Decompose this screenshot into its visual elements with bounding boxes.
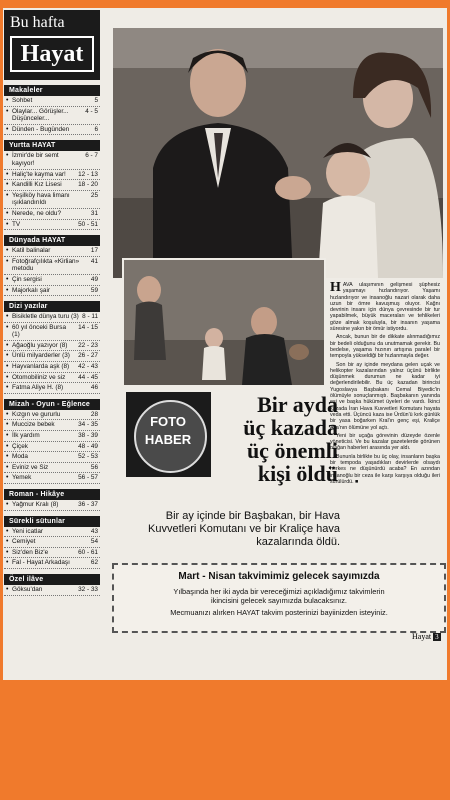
toc-entry-page: 8 - 11 [82,313,98,321]
badge-haber: HABER [144,432,192,447]
toc-entry-page: 43 [90,527,98,535]
contents-sidebar [4,10,100,640]
toc-section-heading: Sürekli sütunlar [4,516,100,527]
article-paragraph: Bununla birlikte bu üç olay, insanların başka bir tempoda yaşadıkları devirlerde olsaydı herkes ne düşünürdü acaba? En azından insanoğlu bir ceza ile karşı karşıya olduğu ileri sürülürdü. ■ [330,453,440,485]
toc-entry [4,170,100,181]
toc-entry-page: 18 - 20 [78,181,98,189]
toc-entry-page: 52 - 53 [78,453,98,461]
toc-entry-title: • Kandilli Kız Lisesi [12,181,62,189]
toc-entry [4,220,100,231]
toc-entry-page: 17 [90,247,98,255]
toc-entry-title: • Yağmur Kralı (8) [12,501,59,508]
toc-entry-title: • Nerede, ne oldu? [12,209,62,217]
toc-entry [4,420,100,431]
masthead-top: Bu hafta [10,14,65,31]
toc-entry [4,351,100,362]
toc-entry-title: • Yemek [12,474,32,482]
badge-foto: FOTO [150,414,186,429]
toc-entry [4,410,100,421]
toc-entry [4,558,100,569]
foto-haber-badge [126,392,211,477]
notice-line: Mecmuanızı alırken HAYAT takvim posterinizi bayiinizden isteyiniz. [170,608,388,617]
toc-entry [4,191,100,209]
toc-entry [4,180,100,191]
article-paragraph: Yeni bir uçağa görevinin düzeyde özenle yöneticisi. Ve bu kazalar gazetelerde görünen olağan haberleri arasında yer aldı. [330,432,440,452]
toc-entry-page: 6 - 7 [85,152,98,160]
toc-entry-title: • 60 yıl önceki Bursa (1) [12,323,66,339]
toc-entry-title: • İlk yardım [12,432,40,440]
toc-entry-title: • Muccize bebek [12,421,55,429]
toc-entry-page: 41 [90,257,98,265]
page-number: 3 [435,632,439,641]
toc-entry-page: 5 [94,97,98,104]
toc-entry [4,442,100,453]
hayat-logo: Hayat [10,36,94,72]
toc-entry-title: • Moda [12,453,28,461]
toc-entry-title: • Eviniz ve Siz [12,463,49,471]
toc-entry-page: 25 [90,191,98,199]
background-band [0,680,450,800]
toc-entry [4,125,100,136]
toc-entry [4,107,100,125]
toc-entry [4,151,100,169]
toc-entry-page: 60 - 61 [78,548,98,556]
article-paragraph: Son bir ay içinde meydana gelen uçak ve helikopter kazalarından yalnız üçünü birlikte düşünmek durumun ne kadar iyi değerlendirilebilir. Bu üç kazadan birincisi Yugoslavya Başbakanı Cemal Biyedic'in ölümüyle sonuçlanmıştı. Başbakanın yanında eşi ve başka hükümet üyeleri de vardı. İkinci kazada İran Hava Kuvvetleri Komutanı hayata veda etti. Üçüncü kaza ise Ürdün'ü kırk günlük bir yasa boğarken Kral'ın genç eşi, Kraliçe Alia'nın ölümüne yol açtı. [330,361,440,431]
toc-entry-title: • Majorkalı şair [12,286,50,294]
toc-entry [4,312,100,323]
toc-entry [4,585,100,596]
toc-entry-page: 44 - 45 [78,373,98,381]
toc-entry-page: 56 - 57 [78,474,98,482]
toc-entry [4,362,100,373]
article-body [330,282,440,487]
headline-line: Bir ayda [257,392,338,417]
toc-section-heading: Roman - Hikâye [4,489,100,500]
toc-section-heading: Yurtta HAYAT [4,140,100,151]
toc-entry-title: • İzmir'de bir semt kayıyor! [12,152,59,167]
toc-entry [4,275,100,286]
article-paragraph: HAVA ulaşımının gelişmesi şüphesiz yaşamayı hızlandırıyor. Yaşamı hızlandırıyor ve insanoğlu nazari olarak daha uzun bir ömre kavuşmuş oluyor. Kağnı devrinin insanı için dünya çevresinde bir tur yapabilmek, büyük maceraları ve tehlikeleri göze almak koşuluyla, bir insanın yaşama süresine yakın bir ömür istiyordu. [330,280,440,333]
toc-entry [4,500,100,511]
toc-entry-page: 14 - 15 [78,323,98,331]
toc-entry-page: 32 - 33 [78,585,98,593]
toc-entry [4,373,100,384]
toc-entry [4,257,100,275]
toc-entry-page: 38 - 39 [78,432,98,440]
toc-entry-page: 42 - 43 [78,363,98,371]
toc-entry-title: • Olaylar... Görüşler... Düşünceler... [12,107,69,123]
calendar-notice [112,563,446,633]
toc-entry [4,323,100,341]
toc-entry-title: • Haliç'te kayma var! [12,170,66,178]
footer-brand: Hayat [412,632,432,641]
toc-entry [4,383,100,394]
toc-entry [4,527,100,538]
notice-line: ikincisini gelecek sayımızda bulacaksınız. [211,596,347,605]
toc-entry-page: 4 - 5 [85,107,98,115]
toc-entry-title: • Katil balinalar [12,247,51,255]
headline-line: kişi öldü [257,461,338,486]
headline [220,393,338,485]
toc-entry-title: • Cemiyet [12,538,36,546]
toc-entry-title: • Göksu'dan [12,585,43,593]
inset-photo [122,258,326,387]
toc-entry-page: 49 [90,275,98,283]
toc-entry-title: • Yeşilköy hava limanı ışıklandırıldı [12,191,70,207]
toc-entry-title: • Kızgın ve gururlu [12,410,61,418]
table-of-contents [4,85,100,596]
toc-entry-page: 34 - 35 [78,421,98,429]
toc-entry-title: • Dünden - Bugünden [12,125,70,133]
toc-entry [4,246,100,257]
toc-entry-title: • Sohbet [12,97,33,104]
toc-entry-title: • Hayvanlarda aşk (8) [12,363,70,371]
toc-entry-page: 56 [90,463,98,471]
toc-entry-title: • TV [12,220,21,228]
toc-entry-title: • Yeni icatlar [12,527,44,535]
toc-entry-page: 28 [90,410,98,418]
notice-title: Mart - Nisan takvimimiz gelecek sayımızda [178,571,380,582]
toc-section-heading: Dünyada HAYAT [4,235,100,246]
notice-line: Yılbaşında her iki ayda bir vereceğimizi açıkladığımız takvimlerin [173,587,385,596]
toc-entry-title: • Otomobiliniz ve siz [12,373,66,381]
toc-entry [4,96,100,107]
toc-entry-page: 36 - 37 [78,501,98,508]
toc-entry-title: • Ağaoğlu yazıyor (8) [12,341,68,349]
toc-entry-page: 46 [90,384,98,392]
toc-entry [4,473,100,484]
toc-entry-title: • Fal - Hayat Arkadaşı [12,559,70,567]
toc-section-heading: Mizah - Oyun - Eğlence [4,399,100,410]
drop-cap: H [330,280,341,295]
toc-entry-page: 12 - 13 [78,170,98,178]
toc-entry-page: 22 - 23 [78,341,98,349]
toc-entry-title: • Fotoğrafçılıkta «Kirlian» metodu [12,257,80,273]
toc-entry-page: 6 [94,125,98,133]
headline-line: üç kazada [243,415,338,440]
toc-entry-title: • Çin sergisi [12,275,42,283]
toc-entry-page: 31 [90,209,98,217]
masthead [4,10,100,80]
toc-entry [4,548,100,559]
toc-entry [4,341,100,352]
toc-entry-title: • Fatma Aliye H. (8) [12,384,64,392]
toc-entry-page: 26 - 27 [78,352,98,360]
headline-line: üç önemli [246,438,338,463]
toc-section-heading: Özel ilâve [4,574,100,585]
toc-entry [4,452,100,463]
toc-entry [4,463,100,474]
toc-entry-page: 54 [90,538,98,546]
toc-section-heading: Makaleler [4,85,100,96]
toc-entry-page: 48 - 49 [78,442,98,450]
toc-entry-title: • Bisikletle dünya turu (3) [12,313,79,321]
toc-section-heading: Dizi yazılar [4,301,100,312]
main-photo [113,28,443,278]
toc-entry [4,286,100,297]
toc-entry-title: • Ünlü milyarderler (3) [12,352,70,360]
toc-entry-page: 59 [90,286,98,294]
toc-entry [4,431,100,442]
toc-entry [4,537,100,548]
article-paragraph: Ancak, bunun bir de dikkate alınmadığımız bir bedeli olduğunu da unutmamak gerekir. Bu bedelse, yaşama hızının artışına paralel bir tempoyla yükseldiği bir hızlanmayla değer. [330,334,440,360]
subheadline: Bir ay içinde bir Başbakan, bir Hava Kuvvetleri Komutanı ve bir Kraliçe hava kazalarında öldü. [148,510,340,548]
page-footer [412,632,441,641]
toc-entry-page: 50 - 51 [78,220,98,228]
toc-entry-title: • Siz'den Biz'e [12,548,49,556]
toc-entry [4,209,100,220]
toc-entry-page: 62 [90,559,98,567]
toc-entry-title: • Çiçek [12,442,28,450]
